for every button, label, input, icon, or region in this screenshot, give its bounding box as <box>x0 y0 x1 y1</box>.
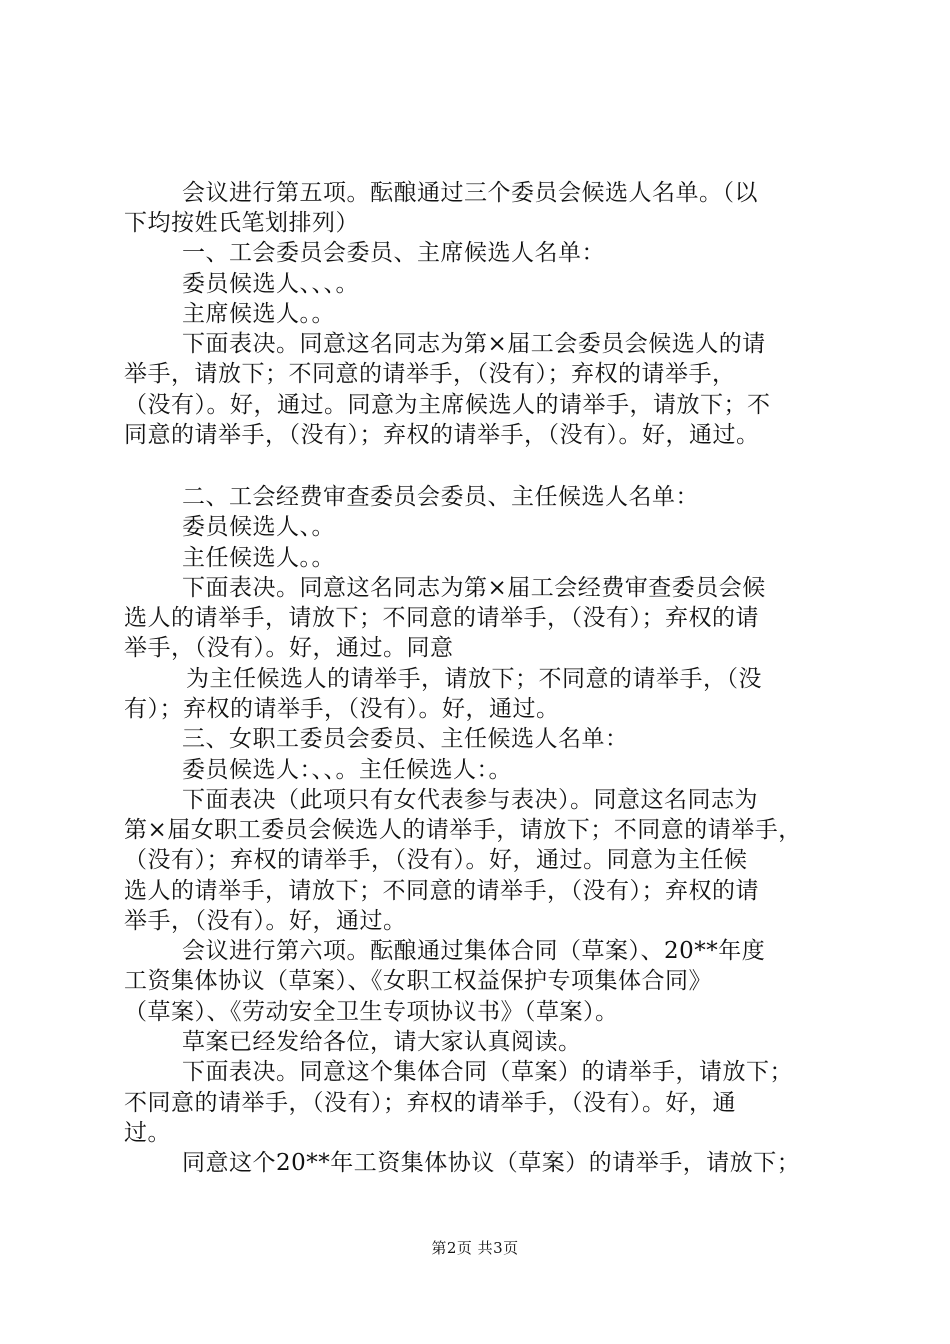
text-line: 为主任候选人的请举手，请放下；不同意的请举手，（没 <box>186 666 762 692</box>
text-line: 举手，（没有）。好，通过。 <box>124 908 407 934</box>
text-line: 下均按姓氏笔划排列） <box>124 210 359 236</box>
text-line: （没有）；弃权的请举手，（没有）。好，通过。同意为主任候 <box>124 847 748 873</box>
text-line: 有）；弃权的请举手，（没有）。好，通过。 <box>124 696 560 722</box>
text-line: 委员候选人、、、。 <box>182 271 359 297</box>
text-line: 同意的请举手，（没有）；弃权的请举手，（没有）。好，通过。 <box>124 422 760 448</box>
text-line: 第×届女职工委员会候选人的请举手，请放下；不同意的请举手， <box>124 817 802 843</box>
text-line: 三、女职工委员会委员、主任候选人名单： <box>182 726 629 752</box>
text-line: 二、工会经费审查委员会委员、主任候选人名单： <box>182 484 699 510</box>
text-line: 下面表决。同意这名同志为第×届工会经费审查委员会候 <box>182 575 766 601</box>
text-line: 同意这个20**年工资集体协议（草案）的请举手，请放下； <box>182 1150 801 1176</box>
text-line: 会议进行第六项。酝酿通过集体合同（草案）、20**年度 <box>182 938 766 964</box>
text-line: 不同意的请举手，（没有）；弃权的请举手，（没有）。好，通 <box>124 1090 736 1116</box>
text-line: 委员候选人、。 <box>182 514 335 540</box>
text-line: 草案已经发给各位，请大家认真阅读。 <box>182 1029 582 1055</box>
text-line: 会议进行第五项。酝酿通过三个委员会候选人名单。（以 <box>182 180 758 206</box>
text-line: 委员候选人：、、。主任候选人：。 <box>182 757 512 783</box>
text-line: （草案）、《劳动安全卫生专项协议书》（草案）。 <box>124 999 619 1025</box>
text-line: 主席候选人。。 <box>182 301 335 327</box>
text-line: 下面表决。同意这个集体合同（草案）的请举手，请放下； <box>182 1059 793 1085</box>
text-line: 下面表决（此项只有女代表参与表决）。同意这名同志为 <box>182 787 758 813</box>
page-footer: 第2页 共3页 <box>431 1239 519 1257</box>
text-line: 一、工会委员会委员、主席候选人名单： <box>182 240 605 266</box>
text-line: 举手，请放下；不同意的请举手，（没有）；弃权的请举手， <box>124 361 736 387</box>
text-line: 选人的请举手，请放下；不同意的请举手，（没有）；弃权的请 <box>124 878 759 904</box>
text-line: 举手，（没有）。好，通过。同意 <box>124 635 454 661</box>
text-line: 过。 <box>124 1120 171 1146</box>
text-line: 工资集体协议（草案）、《女职工权益保护专项集体合同》 <box>124 968 712 994</box>
text-line: （没有）。好，通过。同意为主席候选人的请举手，请放下；不 <box>124 392 771 418</box>
text-line: 选人的请举手，请放下；不同意的请举手，（没有）；弃权的请 <box>124 605 759 631</box>
text-line: 下面表决。同意这名同志为第×届工会委员会候选人的请 <box>182 331 766 357</box>
text-line: 主任候选人。。 <box>182 545 335 571</box>
